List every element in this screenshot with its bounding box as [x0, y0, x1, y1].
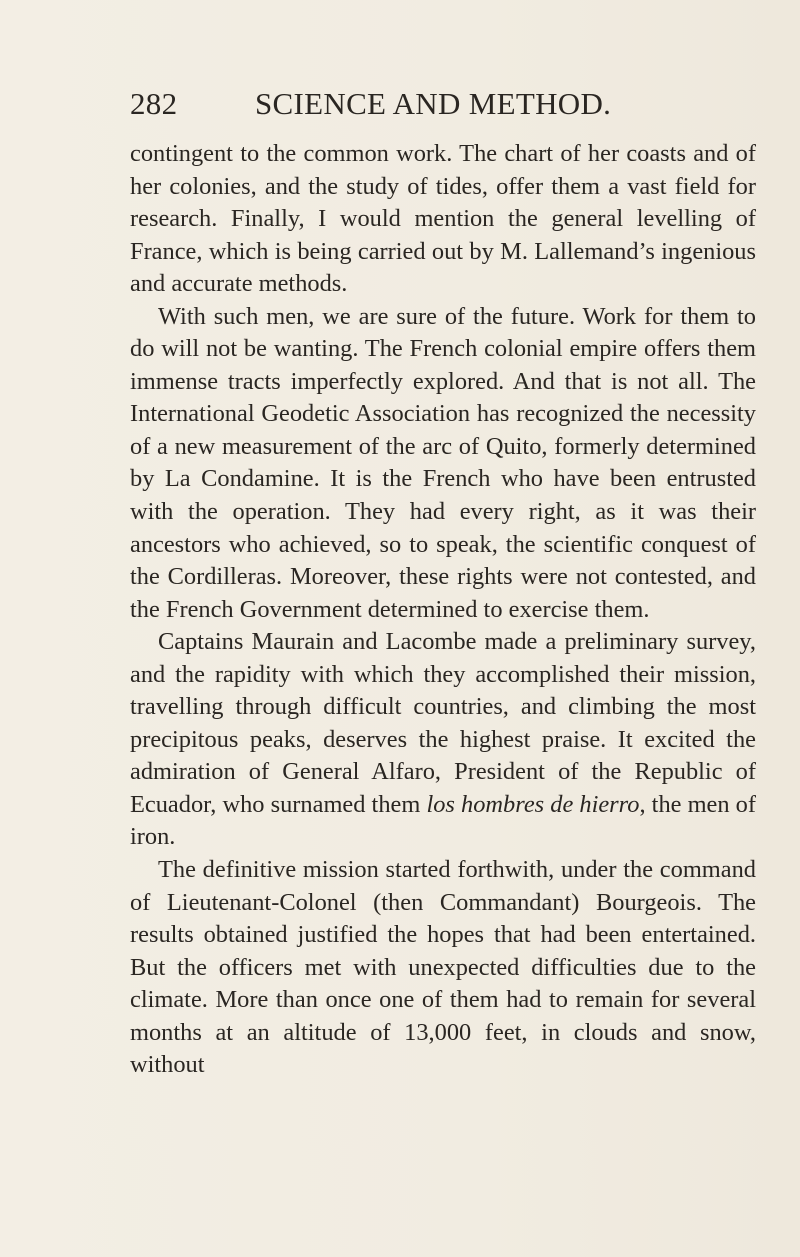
- paragraph-1: contingent to the common work. The chart of her coasts and of her colonies, and the study of tides, offer them a vast field for research. Finally, I would mention the general levelling of France, which is being carried out by M. Lallemand’s ingenious and accurate methods.: [130, 140, 756, 298]
- paragraph-3-italic-phrase: los hombres de hierro: [426, 790, 640, 818]
- paragraph-3-text-before: Captains Maurain and Lacombe made a preliminary survey, and the rapidity with which they accomplished their mission, travelling through difficult countries, and climbing the most precipitous peaks, deserves the highest praise. It excited the admiration of General Alfaro, President of the Republic of Ecuador, who surnamed: [130, 628, 756, 818]
- paragraph-3: [130, 626, 756, 854]
- paragraph-2: With such men, we are sure of the future. Work for them to do will not be wanting. The French colonial empire offers them immense tracts imperfectly explored. And that is not all. The International Geodetic Association has recognized the necessity of a new measurement of the arc of Quito, formerly determined by La Condamine. It is the French who have been entrusted with the operation. They had every right, as it was their ancestors who achieved, so to speak, the scientific conquest of the Cordilleras. Moreover, these rights were not contested, and the French Government determined to exercise them.: [130, 302, 756, 623]
- paragraph-3-them: them: [371, 790, 421, 818]
- running-head: SCIENCE AND METHOD.: [255, 86, 612, 121]
- paragraph-4: The definitive mission started forthwith, under the command of Lieutenant-Colonel (then Commandant) Bourgeois. The results obtained justified the hopes that had been entertained. But the officers met with unexpected difficulties due to the climate. More than once one of them had to remain for several months at an altitude of 13,000 feet, in clouds and snow, without: [130, 856, 756, 1079]
- page-header: [130, 86, 770, 126]
- paragraph-3-text-after: , the men of iron.: [130, 790, 756, 851]
- page-number: 282: [130, 86, 178, 121]
- body-text: [130, 138, 756, 1082]
